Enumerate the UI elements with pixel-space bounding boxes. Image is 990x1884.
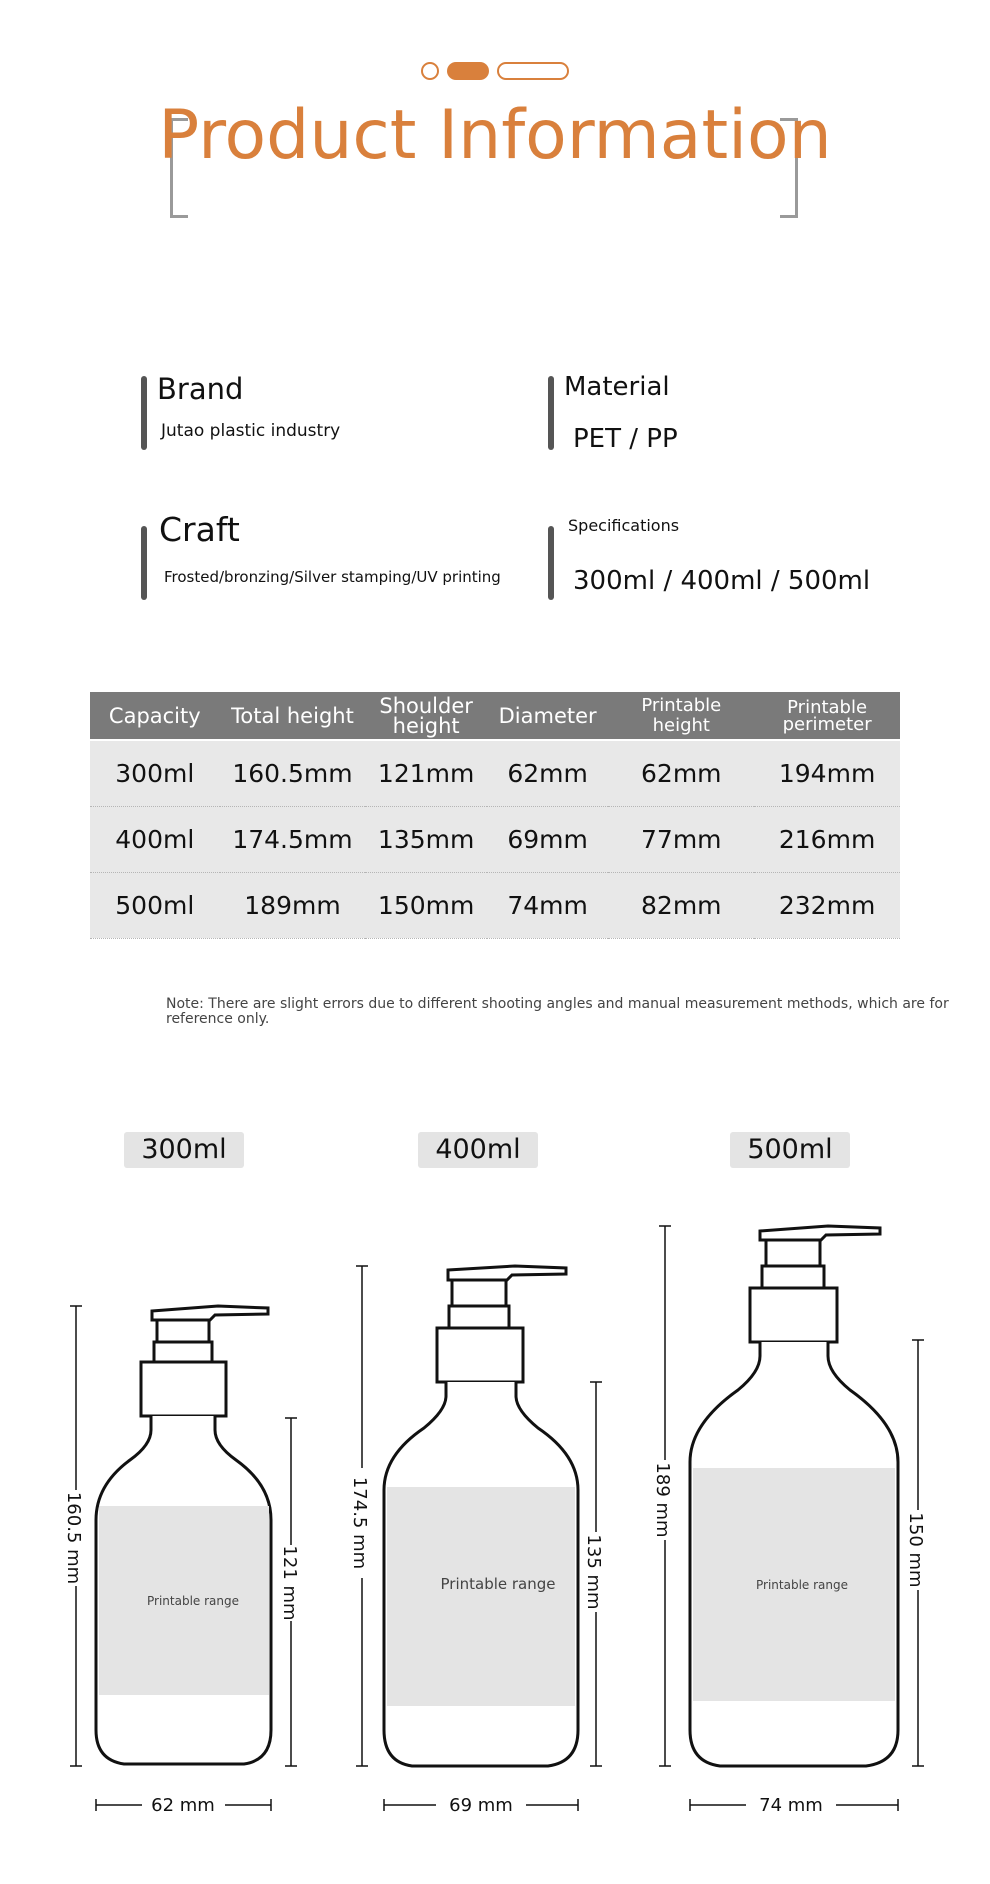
table-cell: 150mm (365, 872, 487, 938)
tag-400ml: 400ml (418, 1132, 538, 1168)
material-label: Material (564, 372, 670, 402)
decorative-dots (0, 62, 990, 80)
table-cell: 194mm (754, 740, 900, 806)
dot-ring-icon (421, 62, 439, 80)
table-cell: 74mm (487, 872, 609, 938)
table-cell: 121mm (365, 740, 487, 806)
tag-300ml: 300ml (124, 1132, 244, 1168)
total-height-300ml: 160.5 mm (63, 1491, 84, 1585)
table-cell: 135mm (365, 806, 487, 872)
total-height-500ml: 189 mm (652, 1462, 673, 1538)
table-row (90, 740, 900, 806)
table-cell: 500ml (90, 872, 220, 938)
brand-value: Jutao plastic industry (161, 421, 341, 441)
table-cell: 400ml (90, 806, 220, 872)
table-cell: 216mm (754, 806, 900, 872)
disclaimer-note: Note: There are slight errors due to different shooting angles and manual measurement methods, which are for reference only. (166, 996, 949, 1027)
header-total-height: Total height (220, 692, 366, 740)
header-printable-perimeter: Printable perimeter (754, 692, 900, 740)
specifications-bar (548, 526, 554, 600)
table-row (90, 872, 900, 938)
dot-pill-outline-icon (497, 62, 569, 80)
specifications-label: Specifications (568, 516, 680, 535)
craft-value: Frosted/bronzing/Silver stamping/UV printing (164, 568, 501, 586)
bottle-diagram (0, 1200, 990, 1850)
shoulder-height-300ml: 121 mm (279, 1545, 300, 1621)
material-value: PET / PP (573, 424, 678, 454)
diameter-300ml: 62 mm (151, 1795, 215, 1816)
table-cell: 160.5mm (220, 740, 366, 806)
table-cell: 69mm (487, 806, 609, 872)
print-label-500ml: Printable range (756, 1578, 848, 1592)
total-height-400ml: 174.5 mm (349, 1476, 370, 1570)
table-cell: 232mm (754, 872, 900, 938)
print-label-400ml: Printable range (440, 1575, 556, 1593)
table-cell: 77mm (608, 806, 754, 872)
specifications-block (548, 516, 948, 606)
header-printable-height: Printable height (608, 692, 754, 740)
brand-bar (141, 376, 147, 450)
diameter-400ml: 69 mm (449, 1795, 513, 1816)
spec-table (90, 692, 900, 939)
table-row (90, 806, 900, 872)
table-cell: 62mm (487, 740, 609, 806)
print-label-300ml: Printable range (147, 1594, 239, 1608)
table-cell: 174.5mm (220, 806, 366, 872)
tag-500ml: 500ml (730, 1132, 850, 1168)
header-capacity: Capacity (90, 692, 220, 740)
table-cell: 300ml (90, 740, 220, 806)
material-bar (548, 376, 554, 450)
shoulder-height-400ml: 135 mm (583, 1534, 604, 1610)
page-title: Product Information (158, 96, 832, 175)
table-header-row (90, 692, 900, 740)
table-cell: 82mm (608, 872, 754, 938)
table-cell: 62mm (608, 740, 754, 806)
header-shoulder-height: Shoulder height (365, 692, 487, 740)
craft-bar (141, 526, 147, 600)
material-block (548, 372, 928, 462)
specifications-value: 300ml / 400ml / 500ml (573, 566, 871, 596)
craft-label: Craft (159, 510, 240, 549)
craft-block (141, 510, 541, 606)
brand-block (141, 372, 521, 462)
header-diameter: Diameter (487, 692, 609, 740)
dot-pill-icon (447, 62, 489, 80)
diameter-500ml: 74 mm (759, 1795, 823, 1816)
table-cell: 189mm (220, 872, 366, 938)
brand-label: Brand (157, 372, 244, 406)
print-area-400ml (387, 1487, 575, 1706)
shoulder-height-500ml: 150 mm (905, 1512, 926, 1588)
